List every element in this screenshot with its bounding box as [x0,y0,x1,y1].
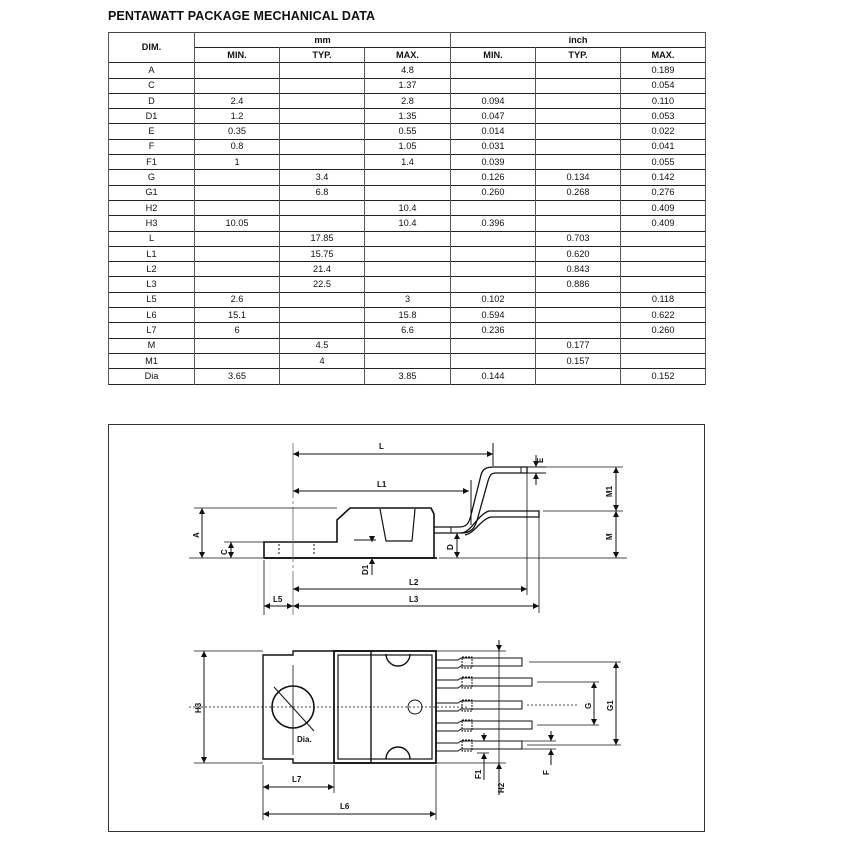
cell-mm-min: 15.1 [195,308,280,323]
cell-in-min: 0.047 [451,109,536,124]
table-row [109,246,706,261]
table-row [109,231,706,246]
cell-mm-typ [280,216,365,231]
body-notch [380,509,415,541]
cell-mm-min: 6 [195,323,280,338]
cell-in-max: 0.409 [621,200,706,215]
table-row [109,170,706,185]
label-M1: M1 [605,485,614,497]
cell-in-typ: 0.177 [536,338,621,353]
cell-in-min: 0.102 [451,292,536,307]
cell-mm-max: 15.8 [365,308,451,323]
label-L5: L5 [273,595,283,604]
cell-dim: L2 [109,262,195,277]
label-L3: L3 [409,595,419,604]
cell-in-typ [536,308,621,323]
side-tab-outline [264,508,434,558]
cell-mm-min [195,353,280,368]
page-title: PENTAWATT PACKAGE MECHANICAL DATA [108,9,376,23]
col-header-mm-typ: TYP. [280,48,365,63]
cell-in-min [451,246,536,261]
cell-mm-typ: 6.8 [280,185,365,200]
table-row [109,277,706,292]
table-row [109,93,706,108]
cell-mm-min [195,246,280,261]
cell-in-typ: 0.703 [536,231,621,246]
top-view [189,640,621,820]
col-header-inch-max: MAX. [621,48,706,63]
cell-in-typ [536,93,621,108]
cell-dim: C [109,78,195,93]
table-row [109,63,706,78]
label-C: C [220,549,229,555]
mm-group-header: mm [195,33,451,48]
cell-mm-max [365,231,451,246]
table-row [109,200,706,215]
cell-mm-min [195,185,280,200]
col-header-inch-min: MIN. [451,48,536,63]
cell-in-max: 0.041 [621,139,706,154]
cell-in-max [621,246,706,261]
cell-in-typ: 0.134 [536,170,621,185]
cell-dim: L7 [109,323,195,338]
cell-mm-max: 1.05 [365,139,451,154]
cell-mm-typ [280,323,365,338]
cell-mm-max: 1.4 [365,155,451,170]
cell-mm-typ [280,109,365,124]
cell-in-max [621,277,706,292]
cell-in-typ [536,139,621,154]
cell-in-max: 0.409 [621,216,706,231]
col-header-inch-typ: TYP. [536,48,621,63]
inch-group-header: inch [451,33,706,48]
table-row [109,369,706,384]
cell-dim: F1 [109,155,195,170]
table-row [109,338,706,353]
label-Dia: Dia. [297,735,312,744]
cell-mm-typ: 22.5 [280,277,365,292]
cell-in-typ [536,369,621,384]
table-row [109,292,706,307]
cell-in-max: 0.053 [621,109,706,124]
package-drawing-frame [108,424,705,832]
cell-in-typ [536,124,621,139]
cell-in-typ: 0.157 [536,353,621,368]
cell-in-min [451,200,536,215]
table-row [109,308,706,323]
label-G1: G1 [606,700,615,711]
cell-mm-max: 3.85 [365,369,451,384]
cell-mm-max: 10.4 [365,200,451,215]
label-E: E [536,457,545,463]
cell-in-max: 0.055 [621,155,706,170]
cell-in-typ [536,109,621,124]
cell-dim: L3 [109,277,195,292]
label-F1: F1 [474,769,483,779]
cell-in-max: 0.022 [621,124,706,139]
label-D1: D1 [361,564,370,575]
cell-mm-min: 3.65 [195,369,280,384]
cell-in-max: 0.260 [621,323,706,338]
cell-mm-max: 10.4 [365,216,451,231]
table-row [109,262,706,277]
package-drawing [109,425,706,833]
label-G: G [584,702,593,709]
cell-mm-max: 1.35 [365,109,451,124]
cell-in-min [451,262,536,277]
cell-in-min [451,63,536,78]
cell-mm-min [195,63,280,78]
dim-header: DIM. [109,33,195,63]
cell-in-min: 0.039 [451,155,536,170]
cell-mm-min [195,262,280,277]
table-row [109,78,706,93]
cell-dim: H2 [109,200,195,215]
cell-dim: H3 [109,216,195,231]
cell-in-min: 0.014 [451,124,536,139]
cell-mm-max [365,262,451,277]
cell-in-min: 0.236 [451,323,536,338]
cell-in-max [621,338,706,353]
label-D: D [446,544,455,550]
cell-in-typ [536,78,621,93]
cell-in-min [451,338,536,353]
cell-mm-min [195,338,280,353]
cell-in-typ [536,63,621,78]
cell-in-min: 0.144 [451,369,536,384]
cell-mm-typ: 4 [280,353,365,368]
cell-mm-typ: 3.4 [280,170,365,185]
cell-in-typ [536,292,621,307]
table-row [109,109,706,124]
cell-mm-typ [280,124,365,139]
cell-mm-typ: 17.85 [280,231,365,246]
cell-in-typ [536,216,621,231]
cell-in-max [621,353,706,368]
cell-dim: L1 [109,246,195,261]
cell-mm-min [195,78,280,93]
cell-mm-max [365,246,451,261]
cell-dim: L [109,231,195,246]
table-row [109,353,706,368]
col-header-mm-max: MAX. [365,48,451,63]
cell-mm-max: 4.8 [365,63,451,78]
cell-in-typ: 0.843 [536,262,621,277]
label-F: F [542,770,551,775]
cell-mm-typ [280,369,365,384]
table-body [109,63,706,384]
cell-dim: L6 [109,308,195,323]
cell-mm-min [195,231,280,246]
cell-mm-max: 1.37 [365,78,451,93]
table-row [109,185,706,200]
side-view [189,442,627,615]
cell-in-typ: 0.268 [536,185,621,200]
cell-in-min [451,231,536,246]
table-row [109,216,706,231]
cell-in-max: 0.152 [621,369,706,384]
cell-mm-max [365,277,451,292]
cell-mm-typ [280,155,365,170]
cell-dim: M [109,338,195,353]
cell-mm-min [195,200,280,215]
label-L6: L6 [340,802,350,811]
cell-in-min: 0.094 [451,93,536,108]
cell-mm-max: 3 [365,292,451,307]
cell-mm-max: 6.6 [365,323,451,338]
cell-mm-max: 2.8 [365,93,451,108]
cell-in-typ [536,200,621,215]
cell-dim: G1 [109,185,195,200]
cell-dim: F [109,139,195,154]
cell-in-min: 0.031 [451,139,536,154]
cell-mm-min: 1.2 [195,109,280,124]
cell-mm-min: 1 [195,155,280,170]
label-L2: L2 [409,578,419,587]
cell-mm-min: 2.4 [195,93,280,108]
cell-in-max: 0.110 [621,93,706,108]
cell-mm-min: 0.35 [195,124,280,139]
cell-dim: E [109,124,195,139]
cell-mm-typ: 4.5 [280,338,365,353]
label-L: L [379,442,384,451]
cell-mm-typ [280,93,365,108]
cell-dim: Dia [109,369,195,384]
cell-mm-min: 2.6 [195,292,280,307]
label-L1: L1 [377,480,387,489]
cell-in-max: 0.118 [621,292,706,307]
cell-in-typ [536,155,621,170]
label-H2: H2 [497,782,506,793]
cell-in-min [451,78,536,93]
cell-mm-max [365,170,451,185]
cell-in-max [621,231,706,246]
cell-dim: G [109,170,195,185]
cell-in-min [451,277,536,292]
cell-dim: D [109,93,195,108]
cell-mm-typ: 21.4 [280,262,365,277]
cell-in-max: 0.189 [621,63,706,78]
cell-in-max: 0.142 [621,170,706,185]
label-L7: L7 [292,775,302,784]
cell-mm-typ [280,63,365,78]
label-A: A [192,532,201,538]
table-row [109,155,706,170]
cell-mm-typ: 15.75 [280,246,365,261]
cell-dim: M1 [109,353,195,368]
cell-mm-min: 0.8 [195,139,280,154]
cell-mm-typ [280,139,365,154]
table-row [109,124,706,139]
cell-in-min [451,353,536,368]
cell-in-min: 0.260 [451,185,536,200]
cell-in-max: 0.276 [621,185,706,200]
cell-in-max: 0.622 [621,308,706,323]
cell-mm-max [365,353,451,368]
cell-in-typ: 0.620 [536,246,621,261]
cell-in-min: 0.126 [451,170,536,185]
cell-mm-typ [280,308,365,323]
cell-mm-max [365,338,451,353]
cell-dim: L5 [109,292,195,307]
cell-mm-min: 10.05 [195,216,280,231]
cell-in-min: 0.594 [451,308,536,323]
cell-in-max [621,262,706,277]
cell-mm-typ [280,200,365,215]
cell-dim: D1 [109,109,195,124]
cell-mm-min [195,170,280,185]
cell-mm-max: 0.55 [365,124,451,139]
cell-in-max: 0.054 [621,78,706,93]
cell-mm-max [365,185,451,200]
mechanical-data-table [108,32,706,385]
cell-mm-typ [280,78,365,93]
cell-in-min: 0.396 [451,216,536,231]
label-M: M [605,533,614,540]
label-H3: H3 [194,702,203,713]
cell-in-typ: 0.886 [536,277,621,292]
col-header-mm-min: MIN. [195,48,280,63]
cell-mm-min [195,277,280,292]
cell-mm-typ [280,292,365,307]
table-row [109,323,706,338]
cell-in-typ [536,323,621,338]
cell-dim: A [109,63,195,78]
table-row [109,139,706,154]
